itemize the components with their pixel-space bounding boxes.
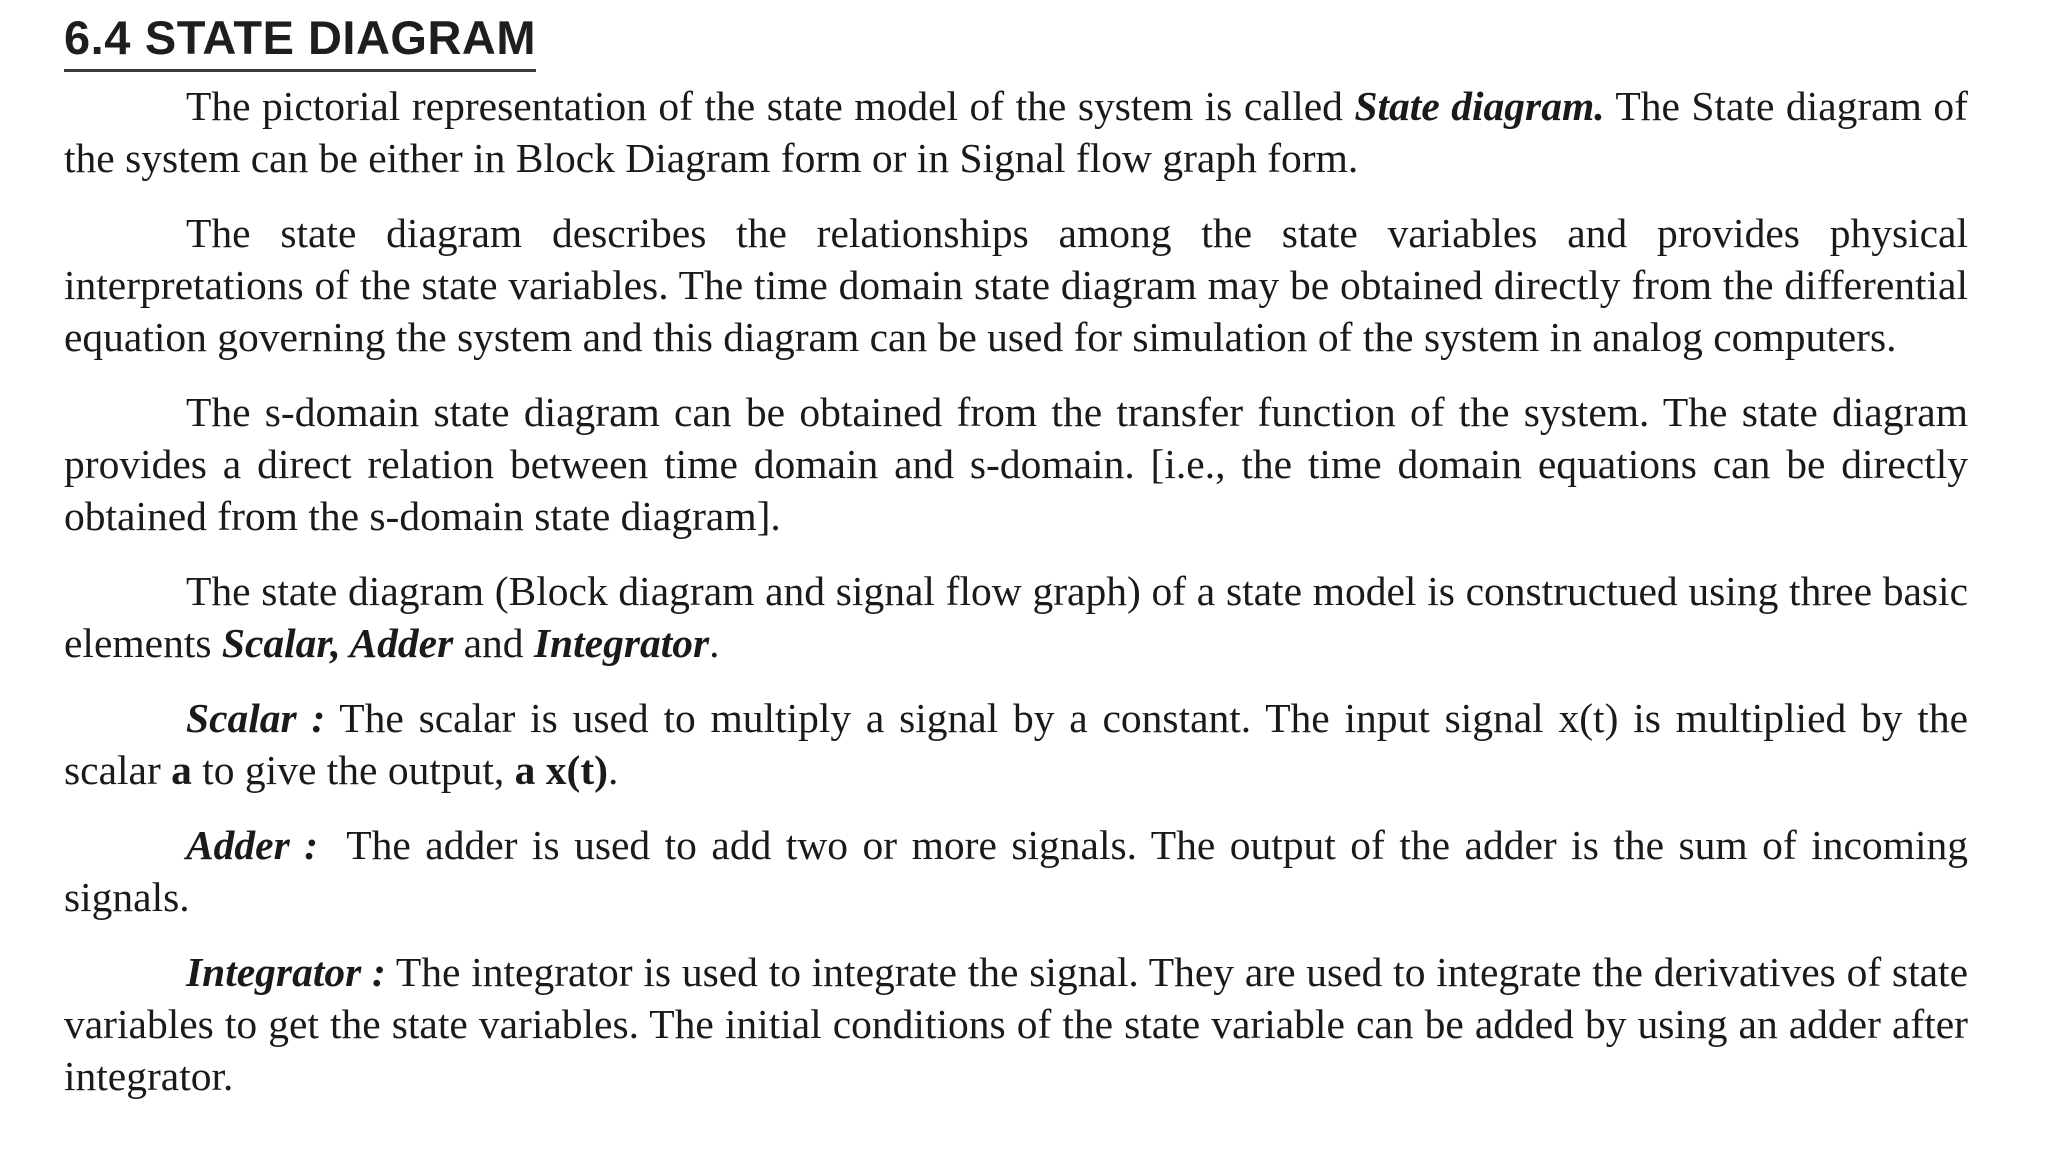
paragraph-basic-elements	[64, 565, 1968, 669]
paragraph-text: to give the output,	[191, 747, 515, 793]
term-adder: Adder :	[186, 822, 319, 868]
paragraph-scalar	[64, 692, 1968, 796]
paragraph-text: and	[453, 620, 534, 666]
term-integrator-def: Integrator :	[186, 949, 386, 995]
paragraph-adder	[64, 819, 1979, 923]
paragraph-text: The scalar is used to multiply a signal by a constant. The input signal x(t) is multiplied by the scalar	[64, 695, 1968, 793]
section-heading	[64, 10, 536, 72]
bold-output: a x(t)	[514, 747, 608, 793]
paragraph-definition	[64, 80, 1968, 184]
paragraph-relationships	[64, 207, 1968, 363]
paragraph-text: The state diagram describes the relationships among the state variables and provides physical interpretations of the state variables. The time domain state diagram may be obtained directly from the differential equation governing the system and this diagram can be used for simulation of the system in analog computers.	[64, 210, 1968, 360]
paragraph-text: The s-domain state diagram can be obtained from the transfer function of the system. The state diagram provides a direct relation between time domain and s-domain. [i.e., the time domain equations can be directly obtained from the s-domain state diagram].	[64, 389, 1968, 539]
paragraph-text: .	[607, 747, 619, 793]
paragraph-text: .	[709, 620, 720, 666]
paragraph-text: The integrator is used to integrate the signal. They are used to integrate the derivatives of state variables to get the state variables. The initial conditions of the state variable can be added by using an adder after integrator.	[64, 949, 1968, 1099]
paragraph-text: The adder is used to add two or more signals. The output of the adder is the sum of incoming signals.	[64, 822, 1979, 920]
term-integrator: Integrator	[533, 620, 710, 666]
paragraph-text: The State diagram of the system can be either in Block Diagram form or in Signal flow graph form.	[64, 83, 1968, 181]
paragraph-s-domain	[64, 386, 1968, 542]
term-state-diagram: State diagram.	[1354, 83, 1605, 129]
page-content	[64, 0, 1979, 1102]
term-scalar: Scalar :	[186, 695, 326, 741]
section-number: 6.4	[64, 11, 131, 64]
paragraph-text: The pictorial representation of the state model of the system is called	[186, 83, 1355, 129]
paragraph-text: The state diagram (Block diagram and signal flow graph) of a state model is constructued using three basic elements	[64, 568, 1968, 666]
term-scalar-adder: Scalar, Adder	[221, 620, 454, 666]
bold-a: a	[171, 747, 192, 793]
section-title: STATE DIAGRAM	[144, 11, 537, 64]
paragraph-integrator	[64, 946, 1968, 1102]
